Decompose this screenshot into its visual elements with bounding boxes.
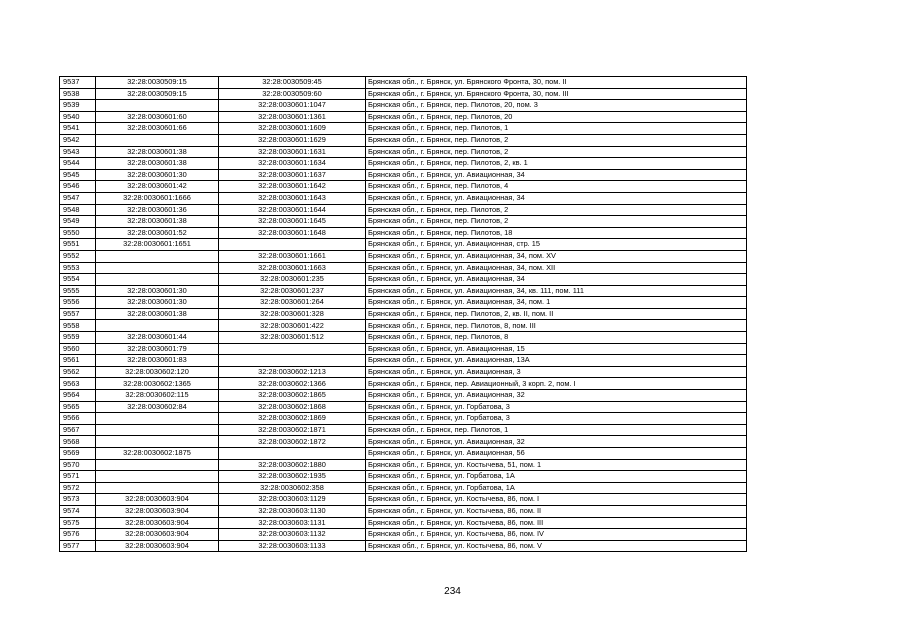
object-number-cell: 32:28:0030601:1361 (219, 111, 366, 123)
table-row (60, 123, 747, 135)
table-row (60, 308, 747, 320)
object-number-cell: 32:28:0030601:1634 (219, 158, 366, 170)
table-row (60, 332, 747, 344)
table-row (60, 471, 747, 483)
land-plot-number-cell: 32:28:0030601:30 (96, 169, 219, 181)
row-number-cell: 9560 (60, 343, 96, 355)
address-cell: Брянская обл., г. Брянск, ул. Горбатова, 1А (366, 482, 747, 494)
address-cell: Брянская обл., г. Брянск, ул. Авиационная, 3 (366, 366, 747, 378)
land-plot-number-cell (96, 424, 219, 436)
row-number-cell: 9562 (60, 366, 96, 378)
row-number-cell: 9566 (60, 413, 96, 425)
object-number-cell: 32:28:0030602:1213 (219, 366, 366, 378)
row-number-cell: 9549 (60, 216, 96, 228)
address-cell: Брянская обл., г. Брянск, ул. Костычева, 86, пом. IV (366, 529, 747, 541)
row-number-cell: 9570 (60, 459, 96, 471)
land-plot-number-cell: 32:28:0030601:1666 (96, 192, 219, 204)
land-plot-number-cell: 32:28:0030601:30 (96, 285, 219, 297)
row-number-cell: 9546 (60, 181, 96, 193)
object-number-cell: 32:28:0030601:1609 (219, 123, 366, 135)
table-row (60, 378, 747, 390)
object-number-cell: 32:28:0030601:1629 (219, 134, 366, 146)
address-cell: Брянская обл., г. Брянск, пер. Пилотов, 1 (366, 424, 747, 436)
row-number-cell: 9538 (60, 88, 96, 100)
table-row (60, 100, 747, 112)
row-number-cell: 9558 (60, 320, 96, 332)
table-row (60, 216, 747, 228)
object-number-cell: 32:28:0030601:422 (219, 320, 366, 332)
object-number-cell: 32:28:0030601:1661 (219, 250, 366, 262)
table-row (60, 134, 747, 146)
address-cell: Брянская обл., г. Брянск, ул. Костычева, 51, пом. 1 (366, 459, 747, 471)
cadastral-table-body (60, 77, 747, 552)
land-plot-number-cell: 32:28:0030602:1365 (96, 378, 219, 390)
row-number-cell: 9543 (60, 146, 96, 158)
table-row (60, 111, 747, 123)
object-number-cell: 32:28:0030602:358 (219, 482, 366, 494)
table-row (60, 181, 747, 193)
land-plot-number-cell (96, 320, 219, 332)
land-plot-number-cell (96, 413, 219, 425)
table-row (60, 366, 747, 378)
land-plot-number-cell (96, 262, 219, 274)
object-number-cell: 32:28:0030603:1130 (219, 505, 366, 517)
address-cell: Брянская обл., г. Брянск, пер. Пилотов, 2 (366, 216, 747, 228)
row-number-cell: 9551 (60, 239, 96, 251)
object-number-cell: 32:28:0030601:237 (219, 285, 366, 297)
table-row (60, 401, 747, 413)
table-row (60, 355, 747, 367)
land-plot-number-cell: 32:28:0030603:904 (96, 540, 219, 552)
address-cell: Брянская обл., г. Брянск, ул. Авиационная, 34 (366, 169, 747, 181)
table-row (60, 274, 747, 286)
object-number-cell: 32:28:0030602:1880 (219, 459, 366, 471)
address-cell: Брянская обл., г. Брянск, ул. Горбатова, 3 (366, 413, 747, 425)
address-cell: Брянская обл., г. Брянск, пер. Пилотов, 2, кв. 1 (366, 158, 747, 170)
page-number: 234 (444, 586, 461, 597)
row-number-cell: 9548 (60, 204, 96, 216)
address-cell: Брянская обл., г. Брянск, ул. Авиационная, 34 (366, 274, 747, 286)
object-number-cell: 32:28:0030602:1366 (219, 378, 366, 390)
object-number-cell: 32:28:0030601:1663 (219, 262, 366, 274)
row-number-cell: 9575 (60, 517, 96, 529)
land-plot-number-cell: 32:28:0030601:38 (96, 308, 219, 320)
cadastral-table (59, 76, 747, 552)
land-plot-number-cell: 32:28:0030601:38 (96, 146, 219, 158)
land-plot-number-cell: 32:28:0030509:15 (96, 88, 219, 100)
address-cell: Брянская обл., г. Брянск, пер. Пилотов, 2, кв. II, пом. II (366, 308, 747, 320)
row-number-cell: 9577 (60, 540, 96, 552)
table-row (60, 413, 747, 425)
object-number-cell: 32:28:0030601:264 (219, 297, 366, 309)
row-number-cell: 9568 (60, 436, 96, 448)
address-cell: Брянская обл., г. Брянск, ул. Авиационная, 32 (366, 390, 747, 402)
table-row (60, 250, 747, 262)
address-cell: Брянская обл., г. Брянск, ул. Костычева, 86, пом. V (366, 540, 747, 552)
land-plot-number-cell: 32:28:0030601:1651 (96, 239, 219, 251)
land-plot-number-cell (96, 100, 219, 112)
row-number-cell: 9555 (60, 285, 96, 297)
object-number-cell (219, 448, 366, 460)
table-row (60, 204, 747, 216)
table-row (60, 517, 747, 529)
table-row (60, 77, 747, 89)
object-number-cell: 32:28:0030603:1129 (219, 494, 366, 506)
address-cell: Брянская обл., г. Брянск, ул. Костычева, 86, пом. III (366, 517, 747, 529)
table-row (60, 88, 747, 100)
table-row (60, 192, 747, 204)
land-plot-number-cell: 32:28:0030509:15 (96, 77, 219, 89)
row-number-cell: 9564 (60, 390, 96, 402)
object-number-cell: 32:28:0030602:1872 (219, 436, 366, 448)
land-plot-number-cell: 32:28:0030601:79 (96, 343, 219, 355)
address-cell: Брянская обл., г. Брянск, ул. Авиационная, 34, пом. 1 (366, 297, 747, 309)
row-number-cell: 9571 (60, 471, 96, 483)
address-cell: Брянская обл., г. Брянск, ул. Авиационная, 13А (366, 355, 747, 367)
land-plot-number-cell: 32:28:0030603:904 (96, 517, 219, 529)
land-plot-number-cell: 32:28:0030601:83 (96, 355, 219, 367)
land-plot-number-cell (96, 482, 219, 494)
object-number-cell: 32:28:0030601:512 (219, 332, 366, 344)
land-plot-number-cell: 32:28:0030602:115 (96, 390, 219, 402)
object-number-cell: 32:28:0030601:1642 (219, 181, 366, 193)
row-number-cell: 9550 (60, 227, 96, 239)
address-cell: Брянская обл., г. Брянск, ул. Авиационная, 34, пом. XV (366, 250, 747, 262)
address-cell: Брянская обл., г. Брянск, ул. Авиационная, 34 (366, 192, 747, 204)
table-row (60, 146, 747, 158)
object-number-cell: 32:28:0030601:328 (219, 308, 366, 320)
table-row (60, 459, 747, 471)
object-number-cell: 32:28:0030601:1648 (219, 227, 366, 239)
address-cell: Брянская обл., г. Брянск, пер. Пилотов, 4 (366, 181, 747, 193)
table-row (60, 505, 747, 517)
row-number-cell: 9552 (60, 250, 96, 262)
address-cell: Брянская обл., г. Брянск, ул. Горбатова, 3 (366, 401, 747, 413)
address-cell: Брянская обл., г. Брянск, ул. Брянского Фронта, 30, пом. III (366, 88, 747, 100)
land-plot-number-cell (96, 471, 219, 483)
land-plot-number-cell (96, 274, 219, 286)
land-plot-number-cell: 32:28:0030603:904 (96, 505, 219, 517)
table-row (60, 285, 747, 297)
object-number-cell: 32:28:0030602:1868 (219, 401, 366, 413)
row-number-cell: 9567 (60, 424, 96, 436)
table-row (60, 297, 747, 309)
object-number-cell: 32:28:0030603:1133 (219, 540, 366, 552)
row-number-cell: 9547 (60, 192, 96, 204)
address-cell: Брянская обл., г. Брянск, ул. Авиационная, 56 (366, 448, 747, 460)
object-number-cell: 32:28:0030602:1935 (219, 471, 366, 483)
land-plot-number-cell: 32:28:0030602:120 (96, 366, 219, 378)
land-plot-number-cell: 32:28:0030603:904 (96, 529, 219, 541)
land-plot-number-cell: 32:28:0030602:1875 (96, 448, 219, 460)
land-plot-number-cell: 32:28:0030601:38 (96, 158, 219, 170)
land-plot-number-cell: 32:28:0030601:60 (96, 111, 219, 123)
object-number-cell (219, 343, 366, 355)
row-number-cell: 9574 (60, 505, 96, 517)
land-plot-number-cell: 32:28:0030603:904 (96, 494, 219, 506)
object-number-cell: 32:28:0030603:1131 (219, 517, 366, 529)
address-cell: Брянская обл., г. Брянск, ул. Костычева, 86, пом. I (366, 494, 747, 506)
row-number-cell: 9545 (60, 169, 96, 181)
address-cell: Брянская обл., г. Брянск, ул. Авиационная, 34, пом. XII (366, 262, 747, 274)
object-number-cell: 32:28:0030601:1644 (219, 204, 366, 216)
land-plot-number-cell: 32:28:0030601:52 (96, 227, 219, 239)
land-plot-number-cell: 32:28:0030601:66 (96, 123, 219, 135)
address-cell: Брянская обл., г. Брянск, ул. Авиационная, 32 (366, 436, 747, 448)
land-plot-number-cell (96, 459, 219, 471)
table-row (60, 169, 747, 181)
row-number-cell: 9573 (60, 494, 96, 506)
object-number-cell: 32:28:0030601:1637 (219, 169, 366, 181)
table-row (60, 448, 747, 460)
land-plot-number-cell (96, 134, 219, 146)
land-plot-number-cell: 32:28:0030602:84 (96, 401, 219, 413)
object-number-cell: 32:28:0030601:235 (219, 274, 366, 286)
address-cell: Брянская обл., г. Брянск, пер. Пилотов, 1 (366, 123, 747, 135)
row-number-cell: 9561 (60, 355, 96, 367)
address-cell: Брянская обл., г. Брянск, пер. Пилотов, 18 (366, 227, 747, 239)
table-row (60, 158, 747, 170)
address-cell: Брянская обл., г. Брянск, ул. Горбатова, 1А (366, 471, 747, 483)
table-row (60, 227, 747, 239)
object-number-cell (219, 239, 366, 251)
address-cell: Брянская обл., г. Брянск, пер. Пилотов, 2 (366, 134, 747, 146)
address-cell: Брянская обл., г. Брянск, пер. Авиационный, 3 корп. 2, пом. I (366, 378, 747, 390)
row-number-cell: 9563 (60, 378, 96, 390)
object-number-cell: 32:28:0030509:45 (219, 77, 366, 89)
land-plot-number-cell (96, 250, 219, 262)
land-plot-number-cell: 32:28:0030601:42 (96, 181, 219, 193)
row-number-cell: 9572 (60, 482, 96, 494)
row-number-cell: 9569 (60, 448, 96, 460)
object-number-cell: 32:28:0030602:1869 (219, 413, 366, 425)
row-number-cell: 9554 (60, 274, 96, 286)
object-number-cell: 32:28:0030602:1871 (219, 424, 366, 436)
row-number-cell: 9556 (60, 297, 96, 309)
row-number-cell: 9553 (60, 262, 96, 274)
table-row (60, 424, 747, 436)
object-number-cell: 32:28:0030601:1047 (219, 100, 366, 112)
object-number-cell: 32:28:0030601:1645 (219, 216, 366, 228)
address-cell: Брянская обл., г. Брянск, пер. Пилотов, 20, пом. 3 (366, 100, 747, 112)
table-row (60, 262, 747, 274)
address-cell: Брянская обл., г. Брянск, ул. Авиационная, 34, кв. 111, пом. 111 (366, 285, 747, 297)
row-number-cell: 9542 (60, 134, 96, 146)
table-row (60, 494, 747, 506)
address-cell: Брянская обл., г. Брянск, ул. Авиационная, стр. 15 (366, 239, 747, 251)
land-plot-number-cell: 32:28:0030601:38 (96, 216, 219, 228)
row-number-cell: 9544 (60, 158, 96, 170)
table-row (60, 436, 747, 448)
land-plot-number-cell: 32:28:0030601:30 (96, 297, 219, 309)
object-number-cell: 32:28:0030603:1132 (219, 529, 366, 541)
row-number-cell: 9541 (60, 123, 96, 135)
row-number-cell: 9539 (60, 100, 96, 112)
row-number-cell: 9540 (60, 111, 96, 123)
address-cell: Брянская обл., г. Брянск, пер. Пилотов, 20 (366, 111, 747, 123)
address-cell: Брянская обл., г. Брянск, ул. Брянского Фронта, 30, пом. II (366, 77, 747, 89)
row-number-cell: 9559 (60, 332, 96, 344)
object-number-cell: 32:28:0030602:1865 (219, 390, 366, 402)
row-number-cell: 9576 (60, 529, 96, 541)
table-row (60, 482, 747, 494)
table-row (60, 320, 747, 332)
land-plot-number-cell: 32:28:0030601:36 (96, 204, 219, 216)
object-number-cell: 32:28:0030509:60 (219, 88, 366, 100)
object-number-cell: 32:28:0030601:1631 (219, 146, 366, 158)
table-row (60, 239, 747, 251)
address-cell: Брянская обл., г. Брянск, ул. Костычева, 86, пом. II (366, 505, 747, 517)
land-plot-number-cell: 32:28:0030601:44 (96, 332, 219, 344)
row-number-cell: 9565 (60, 401, 96, 413)
address-cell: Брянская обл., г. Брянск, ул. Авиационная, 15 (366, 343, 747, 355)
table-row (60, 540, 747, 552)
address-cell: Брянская обл., г. Брянск, пер. Пилотов, 8, пом. III (366, 320, 747, 332)
address-cell: Брянская обл., г. Брянск, пер. Пилотов, 2 (366, 204, 747, 216)
object-number-cell (219, 355, 366, 367)
land-plot-number-cell (96, 436, 219, 448)
table-row (60, 529, 747, 541)
address-cell: Брянская обл., г. Брянск, пер. Пилотов, 2 (366, 146, 747, 158)
row-number-cell: 9537 (60, 77, 96, 89)
address-cell: Брянская обл., г. Брянск, пер. Пилотов, 8 (366, 332, 747, 344)
row-number-cell: 9557 (60, 308, 96, 320)
table-row (60, 343, 747, 355)
object-number-cell: 32:28:0030601:1643 (219, 192, 366, 204)
table-row (60, 390, 747, 402)
